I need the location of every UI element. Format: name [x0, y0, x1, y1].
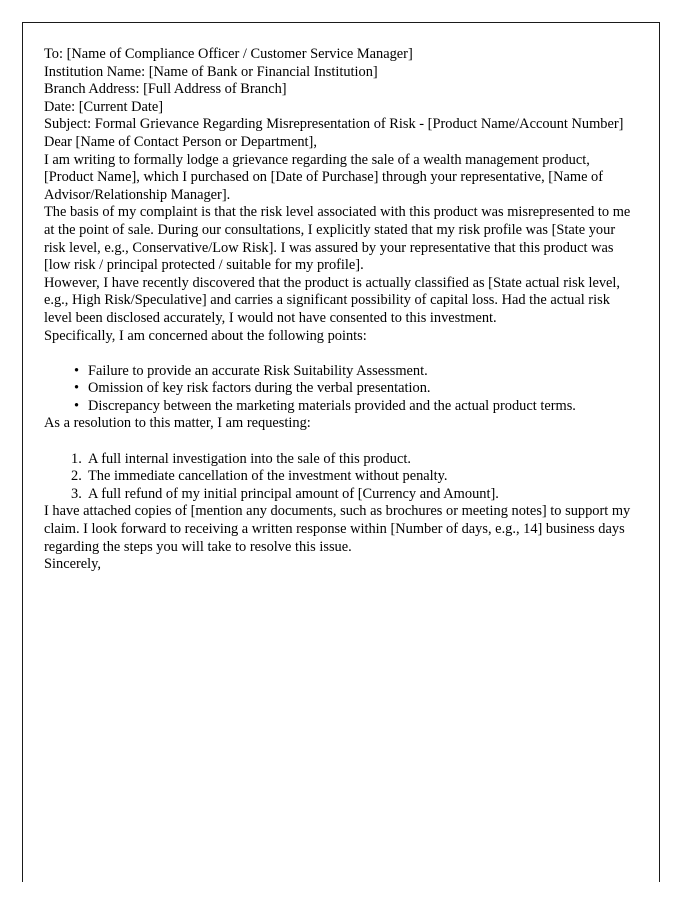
- paragraph-closing: I have attached copies of [mention any documents, such as brochures or meeting notes] to support my claim. I look forward to receiving a written response within [Number of days, e.g., 14] business days regarding the steps you will take to resolve this issue.: [44, 503, 631, 555]
- paragraph-basis-of-complaint: The basis of my complaint is that the risk level associated with this product was misrepresented to me at the point of sale. During our consultations, I explicitly stated that my risk profile was [State your risk level, e.g., Conservative/Low Risk]. I was assured by your representative that this product was [low risk / principal protected / suitable for my profile].: [44, 204, 631, 274]
- list-item: • Discrepancy between the marketing materials provided and the actual product terms.: [88, 398, 636, 416]
- signoff-line: Sincerely,: [44, 556, 102, 573]
- address-line-branch: Branch Address: [Full Address of Branch]: [44, 81, 287, 98]
- list-item: • Failure to provide an accurate Risk Suitability Assessment.: [88, 363, 636, 381]
- list-item: A full refund of my initial principal amount of [Currency and Amount].: [88, 485, 499, 502]
- list-item: • Omission of key risk factors during the verbal presentation.: [88, 380, 636, 398]
- subject-line: Subject: Formal Grievance Regarding Misrepresentation of Risk - [Product Name/Account Number]: [44, 116, 624, 133]
- concerns-list: [44, 363, 636, 416]
- paragraph-discovery: However, I have recently discovered that the product is actually classified as [State actual risk level, e.g., High Risk/Speculative] and carries a significant possibility of capital loss. Had the actual risk level been disclosed accurately, I would not have consented to this investment.: [44, 274, 621, 326]
- letter-body: [44, 46, 636, 574]
- concerns-lead-in: Specifically, I am concerned about the following points:: [44, 327, 367, 344]
- salutation-line: Dear [Name of Contact Person or Department],: [44, 133, 317, 150]
- list-item: The immediate cancellation of the investment without penalty.: [88, 468, 448, 485]
- address-line-to: To: [Name of Compliance Officer / Customer Service Manager]: [44, 46, 413, 62]
- resolution-lead-in: As a resolution to this matter, I am requesting:: [44, 415, 311, 432]
- address-line-institution: Institution Name: [Name of Bank or Financial Institution]: [44, 63, 378, 80]
- paragraph-intro: I am writing to formally lodge a grievance regarding the sale of a wealth management product, [Product Name], which I purchased on [Date of Purchase] through your representative, [Name of Advisor/Relationship Manager].: [44, 151, 604, 203]
- list-item: A full internal investigation into the sale of this product.: [88, 450, 411, 467]
- address-line-date: Date: [Current Date]: [44, 98, 164, 115]
- recipient-address-block: [44, 46, 636, 116]
- requested-resolutions-list: [44, 451, 636, 504]
